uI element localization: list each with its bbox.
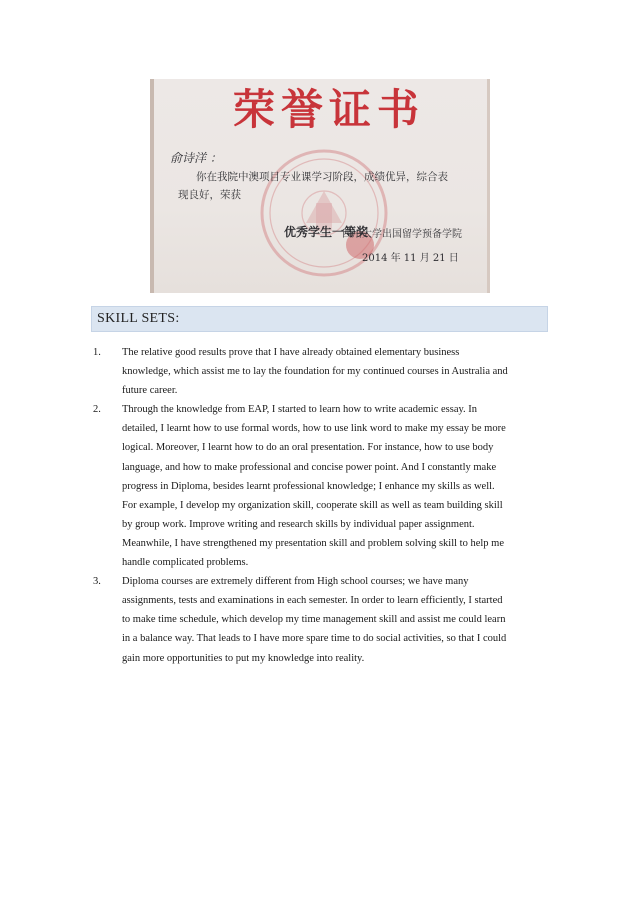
- skill-item-number: 1.: [93, 347, 101, 358]
- skill-item-line: logical. Moreover, I learnt how to do an oral presentation. For instance, how to use body: [122, 442, 494, 454]
- skill-item-line: gain more opportunities to put my knowledge into reality.: [122, 652, 365, 664]
- skill-sets-header: [91, 306, 548, 332]
- certificate-body-line-2: 现良好，荣获: [178, 189, 241, 201]
- skill-item-line: language, and how to make professional and concise power point. And I constantly make: [122, 461, 497, 473]
- skill-item-line: Diploma courses are extremely different from High school courses; we have many: [122, 576, 469, 588]
- skill-item: [93, 572, 553, 667]
- skill-sets-heading: SKILL SETS:: [97, 311, 180, 326]
- skill-item-line: to make time schedule, which develop my time management skill and assist me could learn: [122, 614, 506, 626]
- certificate-title: 荣誉证书: [232, 85, 425, 134]
- skill-item-line: in a balance way. That leads to I have more spare time to do social activities, so that I could: [122, 633, 507, 645]
- skill-item-line: by group work. Improve writing and research skills by individual paper assignment.: [122, 518, 475, 530]
- skill-list: [93, 343, 553, 668]
- certificate-date: 2014 年 11 月 21 日: [362, 253, 459, 264]
- skill-item: [93, 343, 553, 400]
- skill-item-number: 3.: [93, 576, 101, 588]
- skill-item-line: detailed, I learnt how to use formal words, how to use link word to make my essay be more: [122, 423, 506, 435]
- skill-item-line: Through the knowledge from EAP, I started to learn how to write academic essay. In: [122, 404, 478, 416]
- skill-item-line: assignments, tests and examinations in each semester. In order to learn efficiently, I started: [122, 595, 503, 607]
- skill-item-line: future career.: [122, 385, 178, 397]
- skill-item-line: handle complicated problems.: [122, 557, 249, 569]
- certificate-award: 优秀学生一等奖: [284, 225, 369, 239]
- skill-item-line: Meanwhile, I have strengthened my presentation skill and problem solving skill to help me: [122, 537, 505, 549]
- skill-item-text: [122, 572, 553, 667]
- skill-item-line: For example, I develop my organization skill, cooperate skill as well as team building skill: [122, 499, 503, 511]
- skill-item-line: knowledge, which assist me to lay the foundation for my continued courses in Australia and: [122, 366, 508, 378]
- skill-item: [93, 400, 553, 572]
- skill-item-number: 2.: [93, 404, 101, 416]
- skill-item-line: progress in Diploma, besides learnt professional knowledge; I enhance my skills as well.: [122, 480, 495, 492]
- skill-item-line: The relative good results prove that I have already obtained elementary business: [122, 347, 460, 358]
- skill-item-text: [122, 400, 553, 572]
- certificate-photo: [150, 79, 490, 293]
- certificate-institution: 四川大学出国留学预备学院: [342, 229, 462, 240]
- certificate-recipient: 俞诗洋 ：: [170, 151, 222, 165]
- certificate-body-line-1: 你在我院中澳项目专业课学习阶段，成绩优异，综合表: [196, 171, 448, 183]
- skill-item-text: [122, 343, 553, 400]
